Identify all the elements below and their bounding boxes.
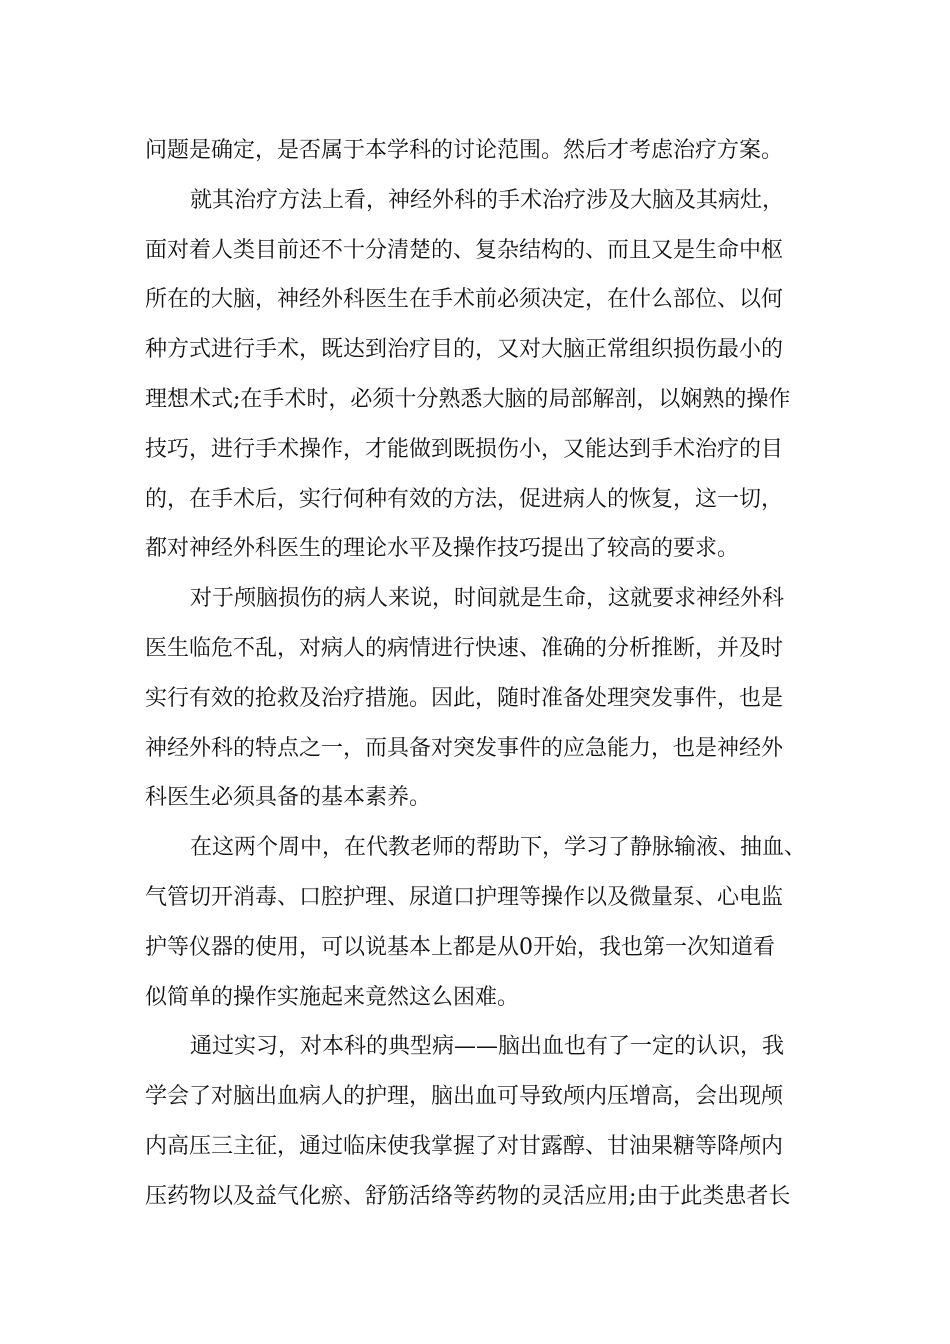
- text-line: 就其治疗方法上看，神经外科的手术治疗涉及大脑及其病灶，: [190, 187, 785, 213]
- paragraph: [145, 176, 825, 574]
- text-line: 面对着人类目前还不十分清楚的、复杂结构的、而且又是生命中枢: [145, 237, 784, 263]
- text-line: 技巧，进行手术操作，才能做到既损伤小，又能达到手术治疗的目: [145, 436, 784, 462]
- text-line: 内高压三主征，通过临床使我掌握了对甘露醇、甘油果糖等降颅内: [145, 1133, 784, 1159]
- text-line: 通过实习，对本科的典型病——脑出血也有了一定的认识，我: [190, 1034, 785, 1060]
- text-line: 都对神经外科医生的理论水平及操作技巧提出了较高的要求。: [145, 536, 740, 562]
- text-line: 对于颅脑损伤的病人来说，时间就是生命，这就要求神经外科: [190, 586, 785, 612]
- text-line: 实行有效的抢救及治疗措施。因此，随时准备处理突发事件，也是: [145, 685, 784, 711]
- text-line: 压药物以及益气化瘀、舒筋活络等药物的灵活应用;由于此类患者长: [145, 1183, 791, 1209]
- text-line: 所在的大脑，神经外科医生在手术前必须决定，在什么部位、以何: [145, 287, 784, 313]
- text-line: 种方式进行手术，既达到治疗目的，又对大脑正常组织损伤最小的: [145, 337, 784, 363]
- text-line: 在这两个周中，在代教老师的帮助下，学习了静脉输液、抽血、: [190, 835, 807, 861]
- paragraph: [145, 1022, 825, 1221]
- text-line: 护等仪器的使用，可以说基本上都是从0开始，我也第一次知道看: [145, 934, 775, 960]
- text-line: 神经外科的特点之一，而具备对突发事件的应急能力，也是神经外: [145, 735, 784, 761]
- text-line: 理想术式;在手术时，必须十分熟悉大脑的局部解剖，以娴熟的操作: [145, 386, 791, 412]
- paragraph: [145, 574, 825, 823]
- text-line: 似简单的操作实施起来竟然这么困难。: [145, 984, 520, 1010]
- text-line: 气管切开消毒、口腔护理、尿道口护理等操作以及微量泵、心电监: [145, 884, 784, 910]
- paragraph: [145, 823, 825, 1022]
- text-line: 科医生必须具备的基本素养。: [145, 785, 432, 811]
- text-line: 学会了对脑出血病人的护理，脑出血可导致颅内压增高，会出现颅: [145, 1084, 784, 1110]
- text-line: 问题是确定，是否属于本学科的讨论范围。然后才考虑治疗方案。: [145, 138, 784, 163]
- text-line: 的，在手术后，实行何种有效的方法，促进病人的恢复，这一切，: [145, 486, 784, 512]
- paragraph: [145, 126, 825, 176]
- body-text: [145, 126, 825, 1222]
- text-line: 医生临危不乱，对病人的病情进行快速、准确的分析推断，并及时: [145, 635, 784, 661]
